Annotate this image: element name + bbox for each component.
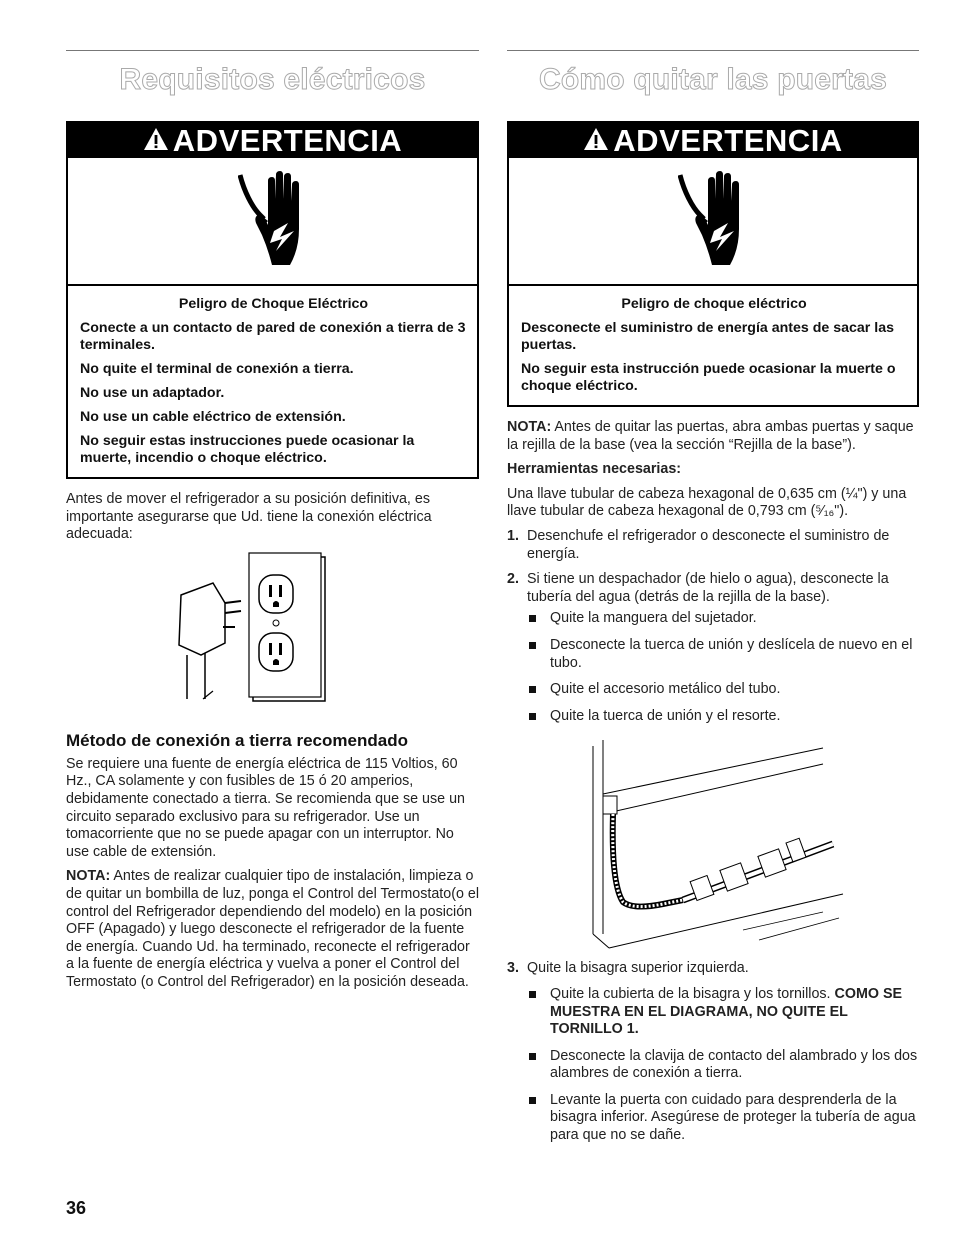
- warning-header-text: ADVERTENCIA: [613, 122, 843, 158]
- water-line-illustration: [507, 734, 919, 960]
- warning-header: [68, 123, 477, 158]
- warning-text: [509, 286, 917, 405]
- note-text: Antes de realizar cualquier tipo de instalación, limpieza o de quitar un bombilla de luz, ponga el Control del Termostato(o el control del Refrigerador dependiendo del modelo) en la posición OFF (Apagado) y luego desconecte el refrigerador de la fuente de energía. Cuando Ud. ha terminado, reconecte el refrigerador a la fuente de energía eléctrica y vuelva a poner el Control del Termostato (o Control del Refrigerador) en la posición deseada.: [66, 868, 480, 990]
- note-text: Antes de quitar las puertas, abra ambas puertas y saque la rejilla de la base (vea la sección “Rejilla de la base”).: [507, 419, 914, 453]
- warning-line: No seguir esta instrucción puede ocasionar la muerte o choque eléctrico.: [521, 361, 896, 394]
- note-paragraph: [66, 868, 479, 991]
- step-number: 1.: [507, 527, 519, 544]
- step-item: 1. Desenchufe el refrigerador o desconecte el suministro de energía.: [507, 527, 890, 562]
- warning-header: [509, 123, 917, 158]
- left-column: [66, 50, 479, 999]
- step-item: 2. Si tiene un despachador (de hielo o agua), desconecte la tubería del agua (detrás de la rejilla de la base). Quite la manguera del sujetador. Desconecte la tuerca de unión y deslícela de nuevo en el tubo. Quite el accesorio metálico del tubo. Quite la tuerca de unión y el resorte.: [507, 571, 919, 725]
- section-title: Requisitos eléctricos: [119, 63, 426, 96]
- steps-list-continued: [507, 960, 919, 1144]
- electric-shock-hand-icon: [238, 169, 308, 274]
- shock-hazard-area: [68, 158, 477, 286]
- grounding-text: Se requiere una fuente de energía eléctrica de 115 Voltios, 60 Hz., CA solamente y con fusibles de 15 ó 20 amperios, debidamente conectado a tierra. Se recomienda que se use un circuito separado exclusivo para su refrigerador. Use un tomacorriente que no se puede apagar con un interruptor. No use cable de extensión. NOTA: Antes de realizar cualquier tipo de instalación, limpieza o de quitar un bombilla de luz, ponga el Control del Termostato(o el control del Refrigerador dependiendo del modelo) en la posición OFF (Apagado) y luego desconecte el refrigerador de la fuente de energía. Cuando Ud. ha terminado, reconecte el refrigerador a la fuente de energía eléctrica y vuelva a poner el Control del Termostato (o Control del Refrigerador) en la posición deseada.: [66, 755, 480, 990]
- bullet-list: [527, 610, 919, 725]
- right-column: [507, 50, 919, 1154]
- bullet-list: [527, 986, 919, 1145]
- bullet-item: Levante la puerta con cuidado para desprenderla de la bisagra inferior. Asegúrese de proteger la tubería de agua para que no se dañe.: [527, 1092, 919, 1145]
- bullet-item: Quite la cubierta de la bisagra y los tornillos. COMO SE MUESTRA EN EL DIAGRAMA, NO QUITE EL TORNILLO 1.: [527, 986, 919, 1039]
- intro-paragraph: Antes de mover el refrigerador a su posición definitiva, es importante asegurarse que Ud. tiene la conexión eléctrica adecuada:: [66, 491, 432, 543]
- bullet-item: Quite el accesorio metálico del tubo.: [527, 681, 919, 699]
- step-number: 2.: [507, 571, 519, 588]
- step-item: 3. Quite la bisagra superior izquierda. Quite la cubierta de la bisagra y los tornillos. COMO SE MUESTRA EN EL DIAGRAMA, NO QUITE EL TORNILLO 1. Desconecte la clavija de contacto del alambrado y los dos alambres de conexión a tierra. Levante la puerta con cuidado para desprenderla de la bisagra inferior. Asegúrese de proteger la tubería de agua para que no se dañe.: [507, 960, 918, 1144]
- subheading: Método de conexión a tierra recomendado: [66, 730, 408, 750]
- warning-line: No use un cable eléctrico de extensión.: [80, 409, 346, 425]
- warning-triangle-icon: [143, 123, 169, 159]
- warning-line: No quite el terminal de conexión a tierra.: [80, 361, 354, 377]
- section-title: Cómo quitar las puertas: [538, 63, 887, 96]
- right-body: [507, 419, 919, 521]
- electric-shock-hand-icon: [678, 169, 748, 274]
- section-rule: [66, 50, 479, 51]
- note-paragraph: [507, 419, 919, 454]
- bullet-item: Desconecte la clavija de contacto del alambrado y los dos alambres de conexión a tierra.: [527, 1048, 919, 1083]
- note-label: NOTA:: [66, 868, 111, 885]
- warning-line: Peligro de choque eléctrico: [621, 296, 807, 312]
- warning-box: [507, 121, 919, 407]
- step-number: 3.: [507, 960, 519, 977]
- warning-line: Peligro de Choque Eléctrico: [178, 296, 369, 312]
- page-number: 36: [66, 1198, 87, 1218]
- tools-text: Una llave tubular de cabeza hexagonal de 0,635 cm (¼") y una llave tubular de cabeza hexagonal de 0,793 cm (⁵⁄₁₆").: [507, 485, 907, 520]
- warning-box: [66, 121, 479, 479]
- warning-line: Desconecte el suministro de energía antes de sacar las puertas.: [521, 320, 894, 353]
- shock-hazard-area: [509, 158, 917, 286]
- warning-line: No use un adaptador.: [80, 385, 225, 401]
- bullet-item: Quite la tuerca de unión y el resorte.: [527, 708, 919, 726]
- tools-heading: Herramientas necesarias:: [507, 461, 682, 478]
- warning-line: Conecte a un contacto de pared de conexión a tierra de 3 terminales.: [80, 320, 466, 353]
- bullet-item: Quite la manguera del sujetador.: [527, 610, 919, 628]
- bullet-item: Desconecte la tuerca de unión y deslícela de nuevo en el tubo.: [527, 637, 919, 672]
- steps-list: [507, 528, 919, 725]
- note-label: NOTA:: [507, 419, 552, 435]
- warning-text: [68, 286, 477, 477]
- warning-line: No seguir estas instrucciones puede ocasionar la muerte, incendio o choque eléctrico.: [80, 433, 415, 466]
- warning-triangle-icon: [583, 123, 609, 159]
- section-rule: [507, 50, 919, 51]
- plug-outlet-illustration: [66, 551, 479, 723]
- warning-header-text: ADVERTENCIA: [172, 122, 403, 158]
